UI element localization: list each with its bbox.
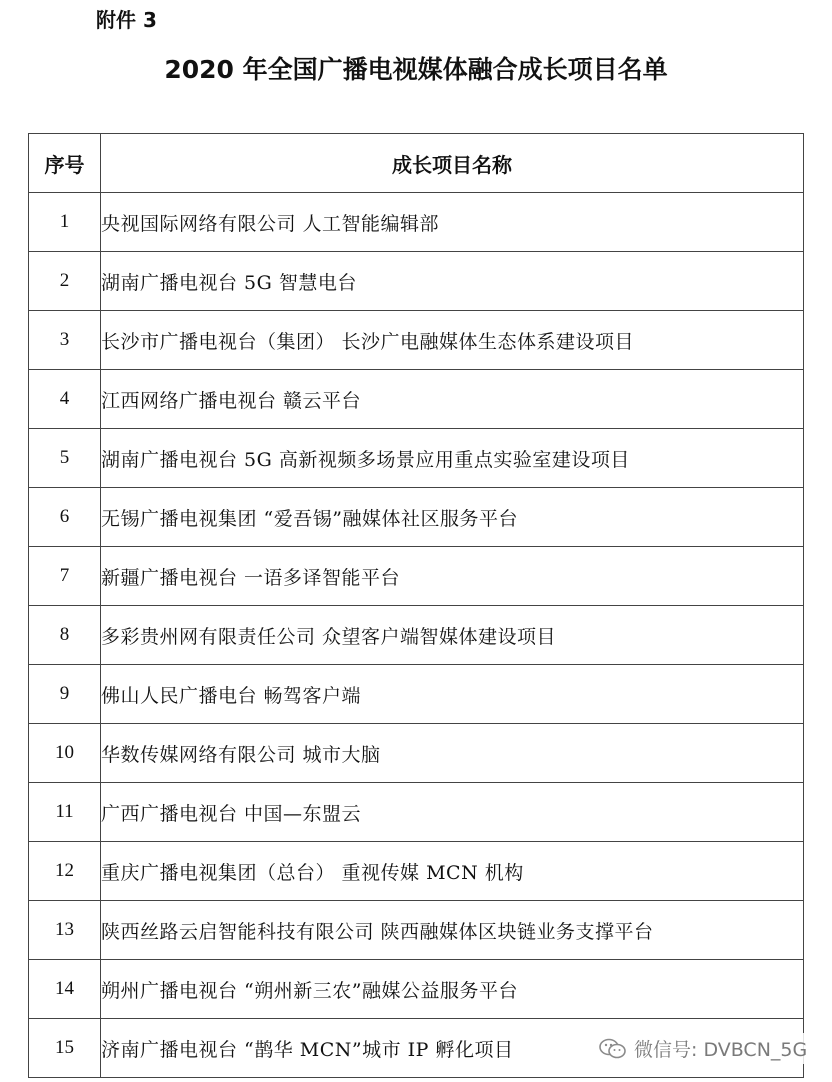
row-project-name: 多彩贵州网有限责任公司 众望客户端智媒体建设项目 xyxy=(101,606,804,665)
row-project-name: 重庆广播电视集团（总台） 重视传媒 MCN 机构 xyxy=(101,842,804,901)
table-row xyxy=(29,901,804,960)
row-index: 14 xyxy=(29,960,101,1019)
header-index: 序号 xyxy=(29,134,101,193)
table-row xyxy=(29,429,804,488)
wechat-icon xyxy=(598,1037,628,1061)
row-index: 1 xyxy=(29,193,101,252)
row-index: 11 xyxy=(29,783,101,842)
table-row xyxy=(29,370,804,429)
row-project-name: 济南广播电视台 “鹊华 MCN”城市 IP 孵化项目 xyxy=(101,1019,804,1078)
table-row xyxy=(29,311,804,370)
row-project-name: 央视国际网络有限公司 人工智能编辑部 xyxy=(101,193,804,252)
table-row xyxy=(29,488,804,547)
wechat-watermark xyxy=(596,1033,813,1064)
table-row xyxy=(29,665,804,724)
row-project-name: 广西广播电视台 中国—东盟云 xyxy=(101,783,804,842)
row-index: 7 xyxy=(29,547,101,606)
header-project-name: 成长项目名称 xyxy=(101,134,804,193)
row-index: 4 xyxy=(29,370,101,429)
row-index: 10 xyxy=(29,724,101,783)
row-project-name: 湖南广播电视台 5G 高新视频多场景应用重点实验室建设项目 xyxy=(101,429,804,488)
row-index: 6 xyxy=(29,488,101,547)
table-row xyxy=(29,193,804,252)
row-project-name: 新疆广播电视台 一语多译智能平台 xyxy=(101,547,804,606)
table-row xyxy=(29,842,804,901)
document-title: 2020 年全国广播电视媒体融合成长项目名单 xyxy=(164,55,668,84)
table-row xyxy=(29,606,804,665)
row-project-name: 江西网络广播电视台 赣云平台 xyxy=(101,370,804,429)
table-row xyxy=(29,783,804,842)
table-row xyxy=(29,724,804,783)
row-index: 8 xyxy=(29,606,101,665)
table-row xyxy=(29,252,804,311)
attachment-label: 附件 3 xyxy=(96,8,157,32)
row-project-name: 佛山人民广播电台 畅驾客户端 xyxy=(101,665,804,724)
row-index: 3 xyxy=(29,311,101,370)
row-project-name: 无锡广播电视集团 “爱吾锡”融媒体社区服务平台 xyxy=(101,488,804,547)
row-project-name: 朔州广播电视台 “朔州新三农”融媒公益服务平台 xyxy=(101,960,804,1019)
table-row xyxy=(29,547,804,606)
row-project-name: 长沙市广播电视台（集团） 长沙广电融媒体生态体系建设项目 xyxy=(101,311,804,370)
row-index: 15 xyxy=(29,1019,101,1078)
row-project-name: 湖南广播电视台 5G 智慧电台 xyxy=(101,252,804,311)
project-table xyxy=(28,133,804,1078)
table-header-row xyxy=(29,134,804,193)
row-project-name: 华数传媒网络有限公司 城市大脑 xyxy=(101,724,804,783)
row-index: 13 xyxy=(29,901,101,960)
table-row xyxy=(29,960,804,1019)
row-index: 9 xyxy=(29,665,101,724)
row-index: 2 xyxy=(29,252,101,311)
row-project-name: 陕西丝路云启智能科技有限公司 陕西融媒体区块链业务支撑平台 xyxy=(101,901,804,960)
watermark-text: 微信号: DVBCN_5G xyxy=(634,1039,808,1061)
row-index: 5 xyxy=(29,429,101,488)
row-index: 12 xyxy=(29,842,101,901)
